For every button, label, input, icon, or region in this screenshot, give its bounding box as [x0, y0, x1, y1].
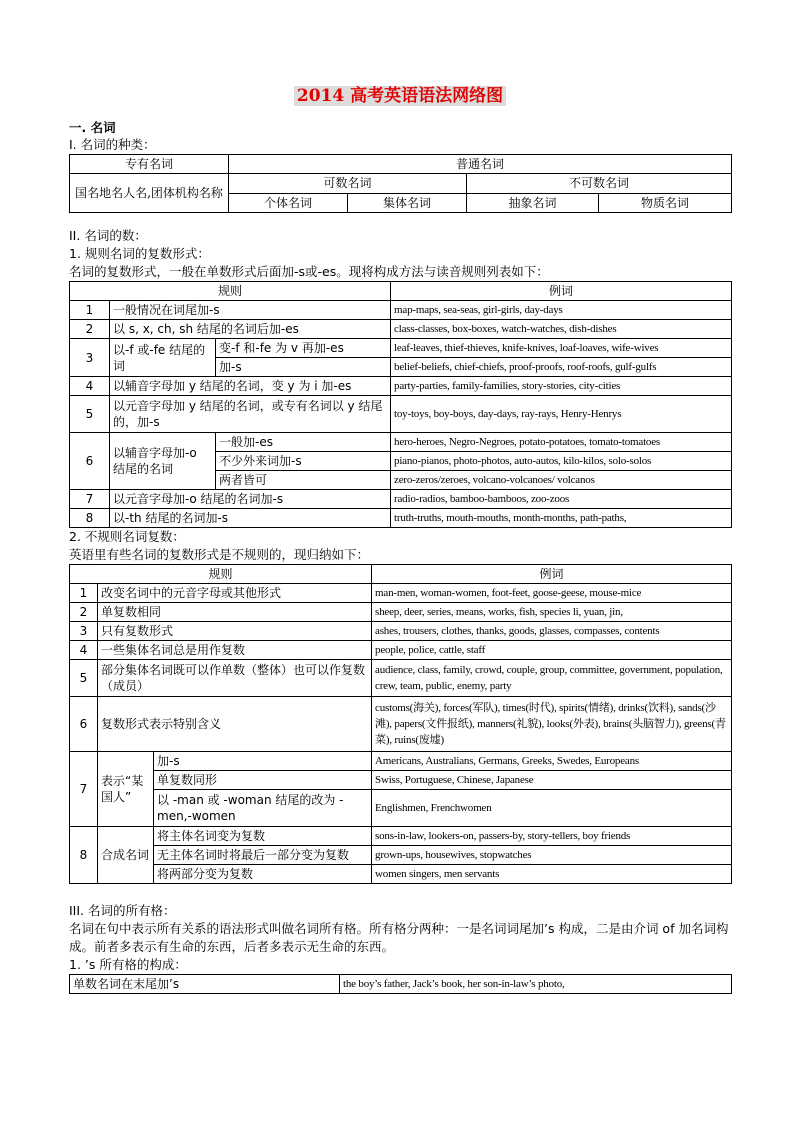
individual-noun: 个体名词 [229, 193, 348, 213]
table-row: 以 -man 或 -woman 结尾的改为 -men,-women Englishmen, Frenchwomen [70, 790, 732, 827]
subsection-title: III. 名词的所有格： [69, 903, 176, 918]
proper-noun-header: 专有名词 [70, 155, 229, 174]
table-row: 8 合成名词 将主体名词变为复数 sons-in-law, lookers-on, passers-by, story-tellers, boy friends [70, 827, 732, 846]
collective-noun: 集体名词 [348, 193, 467, 213]
table-row: 单复数同形 Swiss, Portuguese, Chinese, Japanese [70, 771, 732, 790]
subsection-title: 1. 规则名词的复数形式： [69, 246, 210, 261]
section-heading: 一. 名词 [69, 120, 116, 135]
subsection-title: 2. 不规则名词复数： [69, 529, 185, 544]
table-row: 不少外来词加-s piano-pianos, photo-photos, auto-autos, kilo-kilos, solo-solos [70, 452, 732, 471]
table-row: 6 复数形式表示特别含义 customs(海关), forces(军队), times(时代), spirits(情绪), drinks(饮料), sands(沙滩), papers(文件报纸), manners(礼貌), looks(外表), brains(头脑智力), greens(青菜), ruins(废墟) [70, 697, 732, 752]
abstract-noun: 抽象名词 [467, 193, 599, 213]
page-title: 2014 高考英语语法网络图 [69, 78, 731, 114]
table-row: 单数名词在末尾加’s the boy’s father, Jack’s book, her son-in-law’s photo, [70, 975, 732, 994]
subsection-title: 1. ’s 所有格的构成： [69, 957, 187, 972]
subsection-title: I. 名词的种类： [69, 137, 156, 152]
table-row: 4 以辅音字母加 y 结尾的名词，变 y 为 i 加-es party-parties, family-families, story-stories, city-cities [70, 377, 732, 396]
table-row: 5 部分集体名词既可以作单数（整体）也可以作复数（成员） audience, class, family, crowd, couple, group, committee, government, population, crew, team, public, enemy, party [70, 660, 732, 697]
table-header-example: 例词 [391, 282, 732, 301]
noun-kinds-table [69, 154, 732, 213]
table-row: 7 以元音字母加-o 结尾的名词加-s radio-radios, bamboo-bamboos, zoo-zoos [70, 490, 732, 509]
table-header-rule: 规则 [70, 282, 391, 301]
possessive-table [69, 974, 732, 994]
paragraph: 名词在句中表示所有关系的语法形式叫做名词所有格。所有格分两种：一是名词词尾加’s 构成，二是由介词 of 加名词构成。前者多表示有生命的东西，后者多表示无生命的东西。 [69, 921, 729, 954]
table-row: 7 表示“某国人” 加-s Americans, Australians, Germans, Greeks, Swedes, Europeans [70, 752, 732, 771]
table-header-example: 例词 [372, 565, 732, 584]
table-row: 2 单复数相同 sheep, deer, series, means, works, fish, species li, yuan, jin, [70, 603, 732, 622]
table-row: 6 以辅音字母加-o 结尾的名词 一般加-es hero-heroes, Negro-Negroes, potato-potatoes, tomato-tomatoes [70, 433, 732, 452]
uncountable-header: 不可数名词 [467, 174, 732, 194]
table-row: 加-s belief-beliefs, chief-chiefs, proof-proofs, roof-roofs, gulf-gulfs [70, 358, 732, 377]
table-row: 1 改变名词中的元音字母或其他形式 man-men, woman-women, foot-feet, goose-geese, mouse-mice [70, 584, 732, 603]
irregular-plural-table [69, 564, 732, 884]
table-row: 4 一些集体名词总是用作复数 people, police, cattle, staff [70, 641, 732, 660]
regular-plural-table [69, 281, 732, 528]
document-page [69, 78, 731, 994]
countable-header: 可数名词 [229, 174, 467, 194]
table-row: 1 一般情况在词尾加-s map-maps, sea-seas, girl-girls, day-days [70, 301, 732, 320]
table-row: 3 只有复数形式 ashes, trousers, clothes, thanks, goods, glasses, compasses, contents [70, 622, 732, 641]
material-noun: 物质名词 [599, 193, 732, 213]
proper-noun-desc: 国名地名人名,团体机构名称 [70, 174, 229, 213]
common-noun-header: 普通名词 [229, 155, 732, 174]
table-row: 无主体名词时将最后一部分变为复数 grown-ups, housewives, stopwatches [70, 846, 732, 865]
paragraph: 名词的复数形式，一般在单数形式后面加-s或-es。现将构成方法与读音规则列表如下： [69, 264, 549, 279]
table-row: 2 以 s, x, ch, sh 结尾的名词后加-es class-classes, box-boxes, watch-watches, dish-dishes [70, 320, 732, 339]
table-row: 两者皆可 zero-zeros/zeroes, volcano-volcanoes/ volcanos [70, 471, 732, 490]
table-row: 8 以-th 结尾的名词加-s truth-truths, mouth-mouths, month-months, path-paths, [70, 509, 732, 528]
table-header-rule: 规则 [70, 565, 372, 584]
table-row: 3 以-f 或-fe 结尾的词 变-f 和-fe 为 v 再加-es leaf-leaves, thief-thieves, knife-knives, loaf-loaves, wife-wives [70, 339, 732, 358]
table-row: 5 以元音字母加 y 结尾的名词，或专有名词以 y 结尾的，加-s toy-toys, boy-boys, day-days, ray-rays, Henry-Henrys [70, 396, 732, 433]
subsection-title: II. 名词的数： [69, 228, 147, 243]
paragraph: 英语里有些名词的复数形式是不规则的，现归纳如下： [69, 547, 370, 562]
table-row: 将两部分变为复数 women singers, men servants [70, 865, 732, 884]
